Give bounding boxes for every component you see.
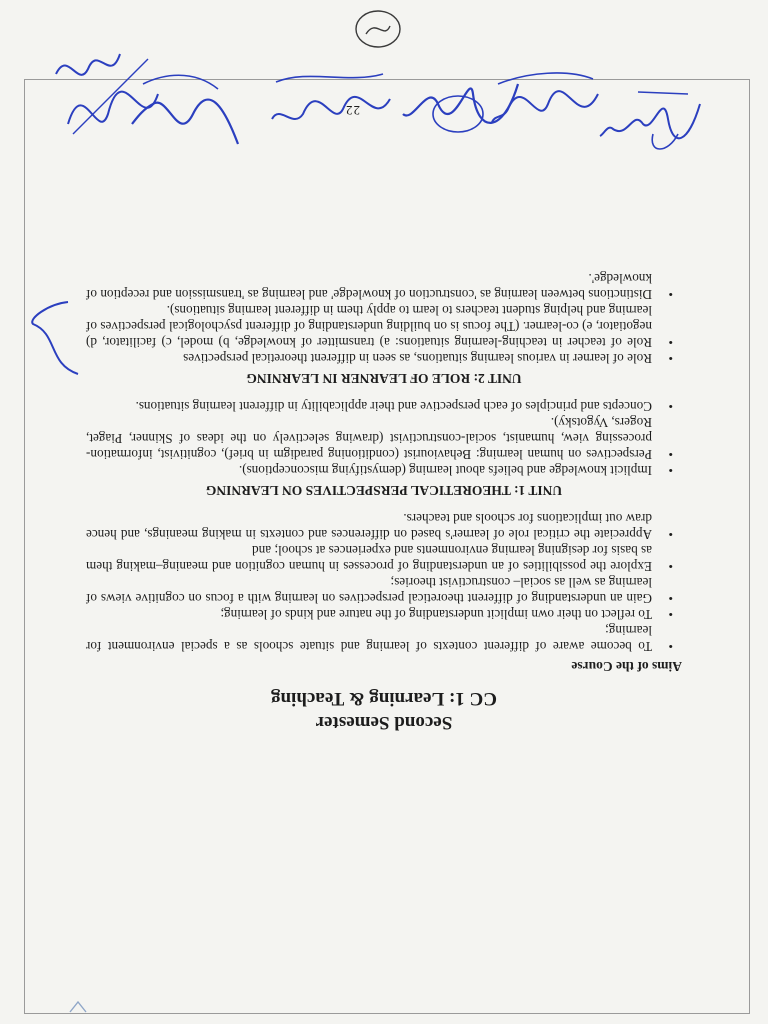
signature-9	[18, 289, 88, 384]
list-item-text: Concepts and principles of each perspective and their applicability in different learning situations.	[135, 399, 652, 414]
list-item	[86, 302, 682, 350]
signature-3-drawing	[398, 54, 528, 154]
aims-heading: Aims of the Course	[571, 659, 682, 674]
semester-heading: Second Semester	[315, 712, 453, 733]
bullet-icon: •	[668, 335, 673, 350]
aims-list	[86, 510, 682, 654]
scan-mark-drawing	[68, 1000, 88, 1014]
list-item	[86, 270, 682, 302]
list-item-text: Perspectives on human learning: Behaviourist (conditioning paradigm in brief), cognitivist, information-processing view, humanist, social-constructivist (drawing selectively on the ideas of Skinner, Piaget, Rogers, Vygotsky).	[86, 415, 652, 462]
scan-mark	[68, 995, 88, 1014]
bullet-icon: •	[668, 287, 673, 302]
unit-1-list	[86, 398, 682, 478]
unit-1-heading: UNIT 1: THEORETICAL PERSPECTIVES ON LEARNING	[205, 483, 563, 498]
bullet-icon: •	[668, 607, 673, 622]
unit-2-heading: UNIT 2: ROLE OF LEARNER IN LEARNING	[246, 371, 522, 386]
list-item	[86, 350, 682, 366]
signature-3	[398, 49, 528, 154]
signature-7-drawing	[48, 34, 128, 94]
list-item	[86, 462, 682, 478]
list-item-text: Gain an understanding of different theoretical perspectives on learning with a focus on cognitive views of learning as well as social– constructivist theories;	[86, 575, 652, 606]
signature-8	[348, 0, 408, 54]
signature-1-drawing	[598, 74, 708, 164]
bullet-icon: •	[668, 639, 673, 654]
list-item-text: Implicit knowledge and beliefs about learning (demystifying misconceptions).	[238, 463, 652, 478]
bullet-icon: •	[668, 559, 673, 574]
list-item-text: Distinctions between learning as 'construction of knowledge' and learning as 'transmission and reception of knowledge'.	[86, 271, 652, 302]
bullet-icon: •	[668, 527, 673, 542]
list-item-text: Role of teacher in teaching-learning situations: a) transmitter of knowledge, b) model, c) facilitator, d) negotiator, e) co-learner. (The focus is on building understanding of different psychological perspectives of learning and helping student teachers to learn to apply them in different learning situations).	[86, 303, 652, 350]
list-item	[86, 606, 682, 622]
list-item-text: Role of learner in various learning situations, as seen in different theoretical perspectives	[183, 351, 652, 366]
bullet-icon: •	[668, 351, 673, 366]
list-item	[86, 622, 682, 654]
signature-4	[268, 49, 398, 144]
bullet-icon: •	[668, 399, 673, 414]
list-item-text: To become aware of different contexts of learning and situate schools as a special environment for learning;	[86, 623, 652, 654]
course-title: CC 1: Learning & Teaching	[271, 688, 497, 709]
signature-4-drawing	[268, 54, 398, 144]
signature-9-drawing	[18, 294, 88, 384]
bullet-icon: •	[668, 447, 673, 462]
bullet-icon: •	[668, 463, 673, 478]
page-content	[86, 270, 682, 734]
list-item	[86, 510, 682, 542]
page-number: 22	[345, 103, 360, 118]
list-item	[86, 542, 682, 574]
list-item-text: Appreciate the critical role of learner's based on differences and contexts in making meanings, and hence draw out implications for schools and teachers.	[86, 511, 652, 542]
signature-7	[48, 29, 128, 94]
bullet-icon: •	[668, 591, 673, 606]
list-item	[86, 398, 682, 414]
list-item-text: Explore the possibilities of an understanding of processes in human cognition and meaning–making them as basis for designing learning environments and experiences at school; and	[86, 543, 652, 574]
list-item	[86, 414, 682, 462]
signature-8-drawing	[348, 4, 408, 54]
signature-1	[598, 69, 708, 164]
unit-2-list	[86, 270, 682, 366]
list-item-text: To reflect on their own implicit understanding of the nature and kinds of learning;	[220, 607, 652, 622]
list-item	[86, 574, 682, 606]
